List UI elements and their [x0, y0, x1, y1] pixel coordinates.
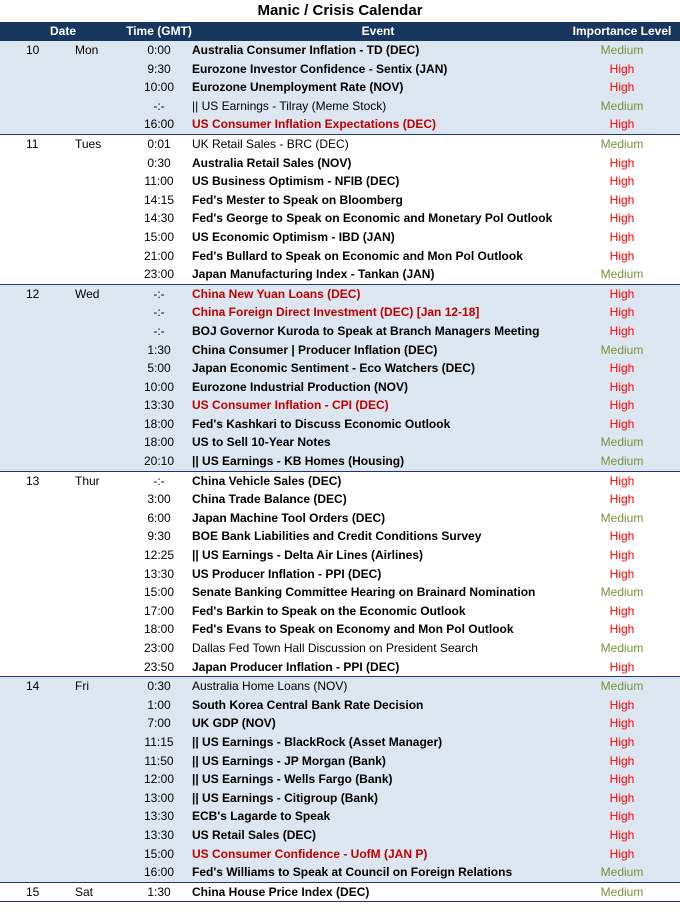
event-name: Fed's Bullard to Speak on Economic and Mon Pol Outlook: [192, 248, 523, 263]
table-row: [0, 135, 680, 154]
importance-level: Medium: [600, 342, 644, 357]
importance-level: High: [609, 192, 635, 207]
date-day: [0, 696, 62, 715]
importance-level: Medium: [600, 267, 644, 282]
event-time: 15:00: [143, 846, 175, 861]
date-day: [0, 863, 62, 882]
event-name: BOJ Governor Kuroda to Speak at Branch Managers Meeting: [192, 323, 540, 338]
table-row: [0, 602, 680, 621]
event-name: Fed's Barkin to Speak on the Economic Outlook: [192, 603, 466, 618]
event-time: 13:00: [143, 790, 175, 805]
date-day: [0, 433, 62, 452]
date-day: [0, 789, 62, 808]
date-weekday: [62, 490, 126, 509]
importance-level: High: [609, 659, 635, 674]
importance-level: High: [609, 80, 635, 95]
table-row: [0, 378, 680, 397]
table-row: [0, 303, 680, 322]
date-weekday: [62, 378, 126, 397]
event-name: US Economic Optimism - IBD (JAN): [192, 229, 395, 244]
date-day: [0, 97, 62, 116]
date-weekday: [62, 770, 126, 789]
date-weekday: Sat: [75, 884, 94, 899]
event-name: Australia Retail Sales (NOV): [192, 155, 352, 170]
event-name: Japan Machine Tool Orders (DEC): [192, 510, 386, 525]
event-time: 23:50: [143, 659, 175, 674]
event-name: || US Earnings - KB Homes (Housing): [192, 454, 405, 469]
event-name: US Consumer Inflation Expectations (DEC): [192, 117, 437, 132]
importance-level: High: [609, 716, 635, 731]
event-time: 9:30: [147, 529, 171, 544]
event-time: -:-: [153, 323, 165, 338]
event-time: -:-: [153, 305, 165, 320]
date-weekday: [62, 733, 126, 752]
date-day: 11: [26, 136, 39, 151]
event-time: 14:30: [143, 211, 175, 226]
event-time: 13:30: [143, 398, 175, 413]
event-name: Fed's Mester to Speak on Bloomberg: [192, 192, 403, 207]
date-weekday: Wed: [75, 286, 100, 301]
date-day: [0, 602, 62, 621]
date-weekday: [62, 303, 126, 322]
table-row: [0, 285, 680, 304]
event-name: US Business Optimism - NFIB (DEC): [192, 174, 400, 189]
importance-level: High: [609, 229, 635, 244]
table-body: [0, 41, 680, 902]
event-name: Eurozone Unemployment Rate (NOV): [192, 80, 404, 95]
date-weekday: [62, 396, 126, 415]
date-day: 10: [26, 43, 40, 57]
event-name: China Vehicle Sales (DEC): [192, 473, 342, 488]
event-time: 0:00: [147, 43, 171, 57]
importance-level: High: [609, 398, 635, 413]
date-day: [0, 60, 62, 79]
table-row: [0, 826, 680, 845]
importance-level: High: [609, 697, 635, 712]
date-day: 15: [26, 884, 40, 899]
event-name: Japan Manufacturing Index - Tankan (JAN): [192, 267, 435, 282]
event-name: Fed's Kashkari to Discuss Economic Outlook: [192, 416, 451, 431]
event-time: -:-: [153, 98, 165, 113]
date-day: [0, 565, 62, 584]
event-name: BOE Bank Liabilities and Credit Conditions Survey: [192, 529, 482, 544]
event-time: 0:30: [147, 679, 171, 694]
date-weekday: [62, 341, 126, 360]
date-weekday: [62, 602, 126, 621]
event-time: 15:00: [143, 585, 175, 600]
date-day: [0, 115, 62, 134]
importance-level: High: [609, 529, 635, 544]
day-group: [0, 677, 680, 883]
table-row: [0, 490, 680, 509]
header-event: Event: [361, 24, 395, 38]
date-day: [0, 770, 62, 789]
event-time: 13:30: [143, 566, 175, 581]
date-day: [0, 714, 62, 733]
date-day: 12: [26, 286, 40, 301]
event-time: 17:00: [143, 603, 175, 618]
date-weekday: [62, 509, 126, 528]
event-name: Eurozone Investor Confidence - Sentix (JAN): [192, 61, 448, 76]
table-row: [0, 433, 680, 452]
event-time: -:-: [153, 286, 165, 301]
table-row: [0, 845, 680, 864]
importance-level: High: [609, 548, 635, 563]
table-row: [0, 452, 680, 471]
event-time: 18:00: [143, 622, 175, 637]
event-time: 5:00: [147, 361, 171, 376]
table-row: [0, 97, 680, 116]
table-row: [0, 527, 680, 546]
table-header: [0, 22, 680, 41]
table-row: [0, 172, 680, 191]
date-day: [0, 527, 62, 546]
event-name: Fed's Williams to Speak at Council on Foreign Relations: [192, 865, 513, 880]
date-day: [0, 322, 62, 341]
date-day: 14: [26, 679, 40, 694]
importance-level: High: [609, 286, 635, 301]
event-name: Fed's Evans to Speak on Economy and Mon Pol Outlook: [192, 622, 514, 637]
date-day: [0, 509, 62, 528]
date-weekday: [62, 415, 126, 434]
importance-level: Medium: [600, 136, 644, 151]
event-time: 1:30: [147, 884, 171, 899]
importance-level: High: [609, 809, 635, 824]
event-time: 12:00: [143, 772, 175, 787]
importance-level: Medium: [600, 679, 644, 694]
table-row: [0, 509, 680, 528]
importance-level: High: [609, 603, 635, 618]
date-day: [0, 583, 62, 602]
table-row: [0, 733, 680, 752]
table-row: [0, 546, 680, 565]
table-row: [0, 863, 680, 882]
header-importance: Importance Level: [572, 24, 672, 38]
table-row: [0, 807, 680, 826]
importance-level: High: [609, 846, 635, 861]
event-time: 10:00: [143, 80, 175, 95]
event-time: 11:00: [144, 174, 174, 189]
date-day: [0, 752, 62, 771]
event-name: China Trade Balance (DEC): [192, 492, 347, 507]
event-name: || US Earnings - Citigroup (Bank): [192, 790, 379, 805]
event-time: 0:01: [147, 136, 171, 151]
table-row: [0, 714, 680, 733]
event-time: -:-: [153, 473, 165, 488]
event-time: 23:00: [143, 641, 175, 655]
importance-level: Medium: [600, 454, 644, 469]
date-day: [0, 378, 62, 397]
importance-level: High: [609, 473, 635, 488]
event-name: || US Earnings - JP Morgan (Bank): [192, 753, 386, 768]
date-day: [0, 733, 62, 752]
importance-level: High: [609, 416, 635, 431]
event-time: 9:30: [147, 61, 171, 76]
date-day: [0, 78, 62, 97]
importance-level: High: [609, 248, 635, 263]
importance-level: High: [609, 622, 635, 637]
table-row: [0, 228, 680, 247]
date-day: [0, 154, 62, 173]
event-time: 15:00: [143, 229, 175, 244]
day-group: [0, 883, 680, 903]
importance-level: Medium: [600, 510, 644, 525]
importance-level: High: [609, 827, 635, 842]
date-day: [0, 658, 62, 677]
importance-level: High: [609, 117, 635, 132]
date-weekday: [62, 78, 126, 97]
date-weekday: [62, 845, 126, 864]
table-row: [0, 209, 680, 228]
date-weekday: [62, 714, 126, 733]
importance-level: High: [609, 566, 635, 581]
date-weekday: [62, 115, 126, 134]
importance-level: High: [609, 174, 635, 189]
importance-level: High: [609, 790, 635, 805]
importance-level: High: [609, 772, 635, 787]
importance-level: Medium: [600, 865, 644, 880]
event-name: || US Earnings - Wells Fargo (Bank): [192, 772, 393, 787]
event-name: US Retail Sales (DEC): [192, 827, 317, 842]
event-name: Eurozone Industrial Production (NOV): [192, 379, 408, 394]
table-row: [0, 472, 680, 491]
table-row: [0, 789, 680, 808]
date-weekday: [62, 452, 126, 471]
event-name: US Consumer Inflation - CPI (DEC): [192, 398, 389, 413]
event-name: Japan Economic Sentiment - Eco Watchers (DEC): [192, 361, 475, 376]
table-row: [0, 415, 680, 434]
event-time: 16:00: [143, 865, 175, 880]
date-weekday: [62, 60, 126, 79]
date-day: [0, 247, 62, 266]
event-time: 14:15: [143, 192, 175, 207]
table-row: [0, 359, 680, 378]
date-weekday: [62, 789, 126, 808]
date-weekday: [62, 322, 126, 341]
day-group: [0, 472, 680, 678]
table-row: [0, 60, 680, 79]
table-row: [0, 883, 680, 902]
day-group: [0, 135, 680, 285]
date-day: [0, 490, 62, 509]
event-time: 1:30: [147, 342, 171, 357]
event-name: || US Earnings - Delta Air Lines (Airlines): [192, 548, 423, 563]
event-name: || US Earnings - BlackRock (Asset Manager): [192, 734, 443, 749]
importance-level: High: [609, 734, 635, 749]
table-row: [0, 752, 680, 771]
date-day: [0, 303, 62, 322]
event-name: Australia Consumer Inflation - TD (DEC): [192, 43, 420, 57]
table-row: [0, 620, 680, 639]
event-time: 11:50: [144, 753, 174, 768]
date-day: [0, 341, 62, 360]
event-name: US to Sell 10-Year Notes: [192, 435, 331, 450]
table-row: [0, 41, 680, 60]
importance-level: High: [609, 211, 635, 226]
importance-level: Medium: [600, 98, 644, 113]
event-name: US Producer Inflation - PPI (DEC): [192, 566, 382, 581]
date-weekday: [62, 639, 126, 658]
event-time: 3:00: [147, 492, 171, 507]
table-row: [0, 191, 680, 210]
event-name: China Foreign Direct Investment (DEC) [Jan 12-18]: [192, 305, 480, 320]
date-weekday: [62, 826, 126, 845]
event-name: UK Retail Sales - BRC (DEC): [192, 136, 349, 151]
date-weekday: [62, 863, 126, 882]
date-weekday: [62, 565, 126, 584]
date-weekday: [62, 247, 126, 266]
importance-level: Medium: [600, 641, 644, 655]
date-weekday: [62, 620, 126, 639]
event-time: 11:15: [144, 734, 174, 749]
event-name: China House Price Index (DEC): [192, 884, 370, 899]
event-time: 16:00: [143, 117, 175, 132]
date-day: [0, 191, 62, 210]
date-weekday: Fri: [75, 679, 89, 694]
page-title: Manic / Crisis Calendar: [257, 2, 423, 19]
date-day: [0, 845, 62, 864]
date-weekday: [62, 583, 126, 602]
event-name: ECB's Lagarde to Speak: [192, 809, 331, 824]
table-row: [0, 696, 680, 715]
event-name: US Consumer Confidence - UofM (JAN P): [192, 846, 428, 861]
event-name: Senate Banking Committee Hearing on Brainard Nomination: [192, 585, 536, 600]
date-weekday: [62, 807, 126, 826]
date-weekday: [62, 265, 126, 284]
event-name: Dallas Fed Town Hall Discussion on President Search: [192, 641, 478, 655]
date-weekday: [62, 359, 126, 378]
day-group: [0, 285, 680, 472]
importance-level: Medium: [600, 435, 644, 450]
date-day: [0, 639, 62, 658]
table-row: [0, 322, 680, 341]
event-name: Australia Home Loans (NOV): [192, 679, 348, 694]
date-weekday: [62, 433, 126, 452]
importance-level: High: [609, 379, 635, 394]
date-weekday: [62, 546, 126, 565]
date-weekday: [62, 191, 126, 210]
event-time: 0:30: [147, 155, 171, 170]
event-time: 13:30: [143, 809, 175, 824]
importance-level: Medium: [600, 884, 644, 899]
event-name: Japan Producer Inflation - PPI (DEC): [192, 659, 400, 674]
event-time: 13:30: [143, 827, 175, 842]
event-name: Fed's George to Speak on Economic and Monetary Pol Outlook: [192, 211, 553, 226]
date-day: [0, 546, 62, 565]
date-day: [0, 396, 62, 415]
importance-level: High: [609, 361, 635, 376]
table-row: [0, 115, 680, 134]
table-row: [0, 247, 680, 266]
event-name: South Korea Central Bank Rate Decision: [192, 697, 424, 712]
table-row: [0, 770, 680, 789]
table-row: [0, 396, 680, 415]
date-weekday: [62, 97, 126, 116]
importance-level: Medium: [600, 43, 644, 57]
date-day: [0, 452, 62, 471]
event-name: UK GDP (NOV): [192, 716, 276, 731]
event-time: 20:10: [143, 454, 175, 469]
date-day: [0, 209, 62, 228]
event-time: 18:00: [143, 435, 175, 450]
date-day: [0, 265, 62, 284]
date-day: [0, 807, 62, 826]
event-time: 1:00: [147, 697, 171, 712]
date-weekday: [62, 527, 126, 546]
date-day: [0, 620, 62, 639]
table-row: [0, 341, 680, 360]
importance-level: Medium: [600, 585, 644, 600]
importance-level: High: [609, 305, 635, 320]
event-time: 21:00: [143, 248, 175, 263]
event-time: 6:00: [147, 510, 171, 525]
date-day: [0, 826, 62, 845]
header-date: Date: [49, 24, 76, 38]
event-time: 10:00: [143, 379, 175, 394]
date-day: 13: [26, 473, 40, 488]
event-time: 18:00: [143, 416, 175, 431]
day-group: [0, 41, 680, 135]
table-row: [0, 78, 680, 97]
importance-level: High: [609, 323, 635, 338]
date-day: [0, 172, 62, 191]
header-time: Time (GMT): [126, 24, 192, 38]
date-weekday: [62, 228, 126, 247]
date-day: [0, 415, 62, 434]
table-row: [0, 583, 680, 602]
date-weekday: [62, 154, 126, 173]
date-weekday: [62, 696, 126, 715]
date-weekday: Tues: [75, 136, 102, 151]
importance-level: High: [609, 155, 635, 170]
importance-level: High: [609, 753, 635, 768]
date-day: [0, 359, 62, 378]
date-weekday: [62, 172, 126, 191]
date-day: [0, 228, 62, 247]
table-row: [0, 265, 680, 284]
date-weekday: [62, 658, 126, 677]
date-weekday: Mon: [75, 43, 99, 57]
calendar-table: [0, 22, 680, 902]
table-row: [0, 154, 680, 173]
event-name: China Consumer | Producer Inflation (DEC): [192, 342, 438, 357]
event-time: 23:00: [143, 267, 175, 282]
date-weekday: [62, 209, 126, 228]
importance-level: High: [609, 61, 635, 76]
event-time: 12:25: [143, 548, 175, 563]
table-row: [0, 565, 680, 584]
importance-level: High: [609, 492, 635, 507]
date-weekday: [62, 752, 126, 771]
event-time: 7:00: [147, 716, 171, 731]
table-row: [0, 677, 680, 696]
table-row: [0, 658, 680, 677]
date-weekday: Thur: [75, 473, 100, 488]
event-name: || US Earnings - Tilray (Meme Stock): [192, 98, 387, 113]
event-name: China New Yuan Loans (DEC): [192, 286, 361, 301]
table-row: [0, 639, 680, 658]
